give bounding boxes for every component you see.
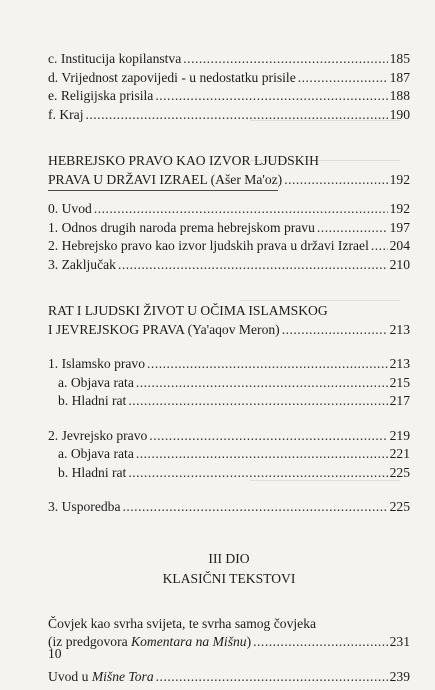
dot-leader — [118, 256, 388, 275]
work-title-italic: Mišne Tora — [91, 668, 154, 684]
entry-title: f. Kraj — [48, 106, 84, 122]
toc-entry[interactable] — [48, 200, 410, 219]
dot-leader — [284, 171, 387, 190]
section-heading-entry[interactable] — [48, 171, 410, 190]
toc-section-hebrew-law — [48, 152, 410, 274]
dot-leader — [128, 464, 387, 483]
dot-leader — [136, 445, 388, 464]
part-title: KLASIČNI TEKSTOVI — [162, 570, 296, 586]
dot-leader — [122, 498, 387, 517]
toc-entry[interactable] — [48, 427, 410, 446]
entry-title: 2. Hebrejsko pravo kao izvor ljudskih prava u državi Izrael — [48, 238, 369, 253]
toc-entry[interactable] — [48, 106, 410, 125]
page-ref: 239 — [389, 668, 410, 684]
section-heading: HEBREJSKO PRAVO KAO IZVOR LJUDSKIH — [48, 153, 319, 168]
toc-section-war — [48, 302, 410, 517]
toc-entry[interactable] — [48, 219, 410, 238]
dot-leader — [282, 321, 388, 340]
page-ref: 210 — [389, 256, 410, 272]
entry-title: d. Vrijednost zapovijedi - u nedostatku prisile — [48, 69, 296, 85]
part-label: III DIO — [208, 550, 250, 566]
toc-classic-entry-2[interactable]: Uvod u Mišne Tora ..... 239 — [48, 668, 410, 687]
page-ref: 192 — [389, 171, 410, 187]
toc-entry[interactable] — [48, 445, 410, 464]
page-ref: 225 — [389, 499, 410, 514]
toc-entry[interactable] — [48, 498, 410, 517]
page-ref: 197 — [389, 219, 410, 235]
toc-entry[interactable] — [48, 50, 410, 69]
section-author: (Ya'aqov Meron) — [187, 321, 280, 337]
toc-entry[interactable] — [48, 392, 410, 411]
section-author: (Ašer Ma'oz) — [210, 171, 283, 187]
entry-title-line2: (iz predgovora Komentara na Mišnu) ..... 231 — [48, 633, 410, 652]
entry-title: a. Objava rata — [58, 446, 134, 461]
toc-entry[interactable] — [48, 237, 410, 256]
entry-title: b. Hladni rat — [58, 393, 127, 408]
toc-classic-entry-1[interactable] — [48, 615, 410, 652]
entry-title-line1: Čovjek kao svrha svijeta, te svrha samog čovjeka — [48, 615, 317, 631]
section-items — [48, 200, 410, 274]
page-ref: 215 — [389, 374, 410, 390]
dot-leader — [85, 106, 387, 125]
dot-leader — [136, 374, 388, 393]
page-ref: 188 — [389, 88, 410, 103]
entry-title: 0. Uvod — [48, 201, 92, 216]
table-of-contents — [48, 50, 410, 686]
section-heading-line2: I JEVREJSKOG PRAVA (Ya'aqov Meron) — [48, 321, 280, 337]
toc-entry[interactable] — [48, 87, 410, 106]
dot-leader — [317, 219, 388, 238]
dot-leader — [253, 633, 387, 652]
section-items-group — [48, 498, 410, 517]
dot-leader — [156, 668, 388, 687]
entry-title: 1. Odnos drugih naroda prema hebrejskom pravu — [48, 219, 315, 235]
page-ref: 192 — [389, 201, 410, 216]
page-ref: 217 — [389, 393, 410, 408]
toc-block-top — [48, 50, 410, 124]
toc-entry[interactable] — [48, 69, 410, 88]
dot-leader — [128, 392, 387, 411]
toc-entry[interactable] — [48, 374, 410, 393]
page-ref: 219 — [389, 427, 410, 443]
dot-leader — [298, 69, 388, 88]
section-items-group — [48, 355, 410, 411]
entry-title: 2. Jevrejsko pravo — [48, 427, 148, 443]
section-heading: RAT I LJUDSKI ŽIVOT U OČIMA ISLAMSKOG — [48, 303, 328, 318]
page-ref: 213 — [389, 356, 410, 371]
entry-title: b. Hladni rat — [58, 464, 127, 480]
part-heading — [48, 549, 410, 589]
dot-leader — [183, 50, 387, 69]
dot-leader — [371, 237, 388, 256]
page-ref: 185 — [389, 51, 410, 66]
page-ref: 213 — [389, 321, 410, 337]
dot-leader — [147, 355, 388, 374]
dot-leader — [155, 87, 387, 106]
page-ref: 187 — [389, 69, 410, 85]
toc-entry[interactable] — [48, 464, 410, 483]
dot-leader — [94, 200, 388, 219]
entry-title: e. Religijska prisila — [48, 88, 154, 103]
dot-leader — [149, 427, 387, 446]
entry-title: c. Institucija kopilanstva — [48, 51, 182, 66]
entry-title: a. Objava rata — [58, 374, 134, 390]
section-heading-line2: PRAVA U DRŽAVI IZRAEL (Ašer Ma'oz) — [48, 171, 283, 187]
page-ref: 231 — [389, 634, 410, 649]
toc-entry[interactable] — [48, 355, 410, 374]
entry-title: 1. Islamsko pravo — [48, 356, 146, 371]
entry-title: 3. Zaključak — [48, 256, 116, 272]
toc-entry[interactable] — [48, 256, 410, 275]
section-heading-entry[interactable] — [48, 321, 410, 340]
page-ref: 190 — [389, 106, 410, 122]
work-title-italic: Komentara na Mišnu — [131, 634, 247, 649]
page-ref: 221 — [389, 446, 410, 461]
page-ref: 204 — [389, 238, 410, 253]
page-number: 10 — [48, 646, 62, 661]
section-items-group — [48, 427, 410, 483]
entry-title: 3. Usporedba — [48, 499, 121, 514]
page-ref: 225 — [389, 464, 410, 480]
